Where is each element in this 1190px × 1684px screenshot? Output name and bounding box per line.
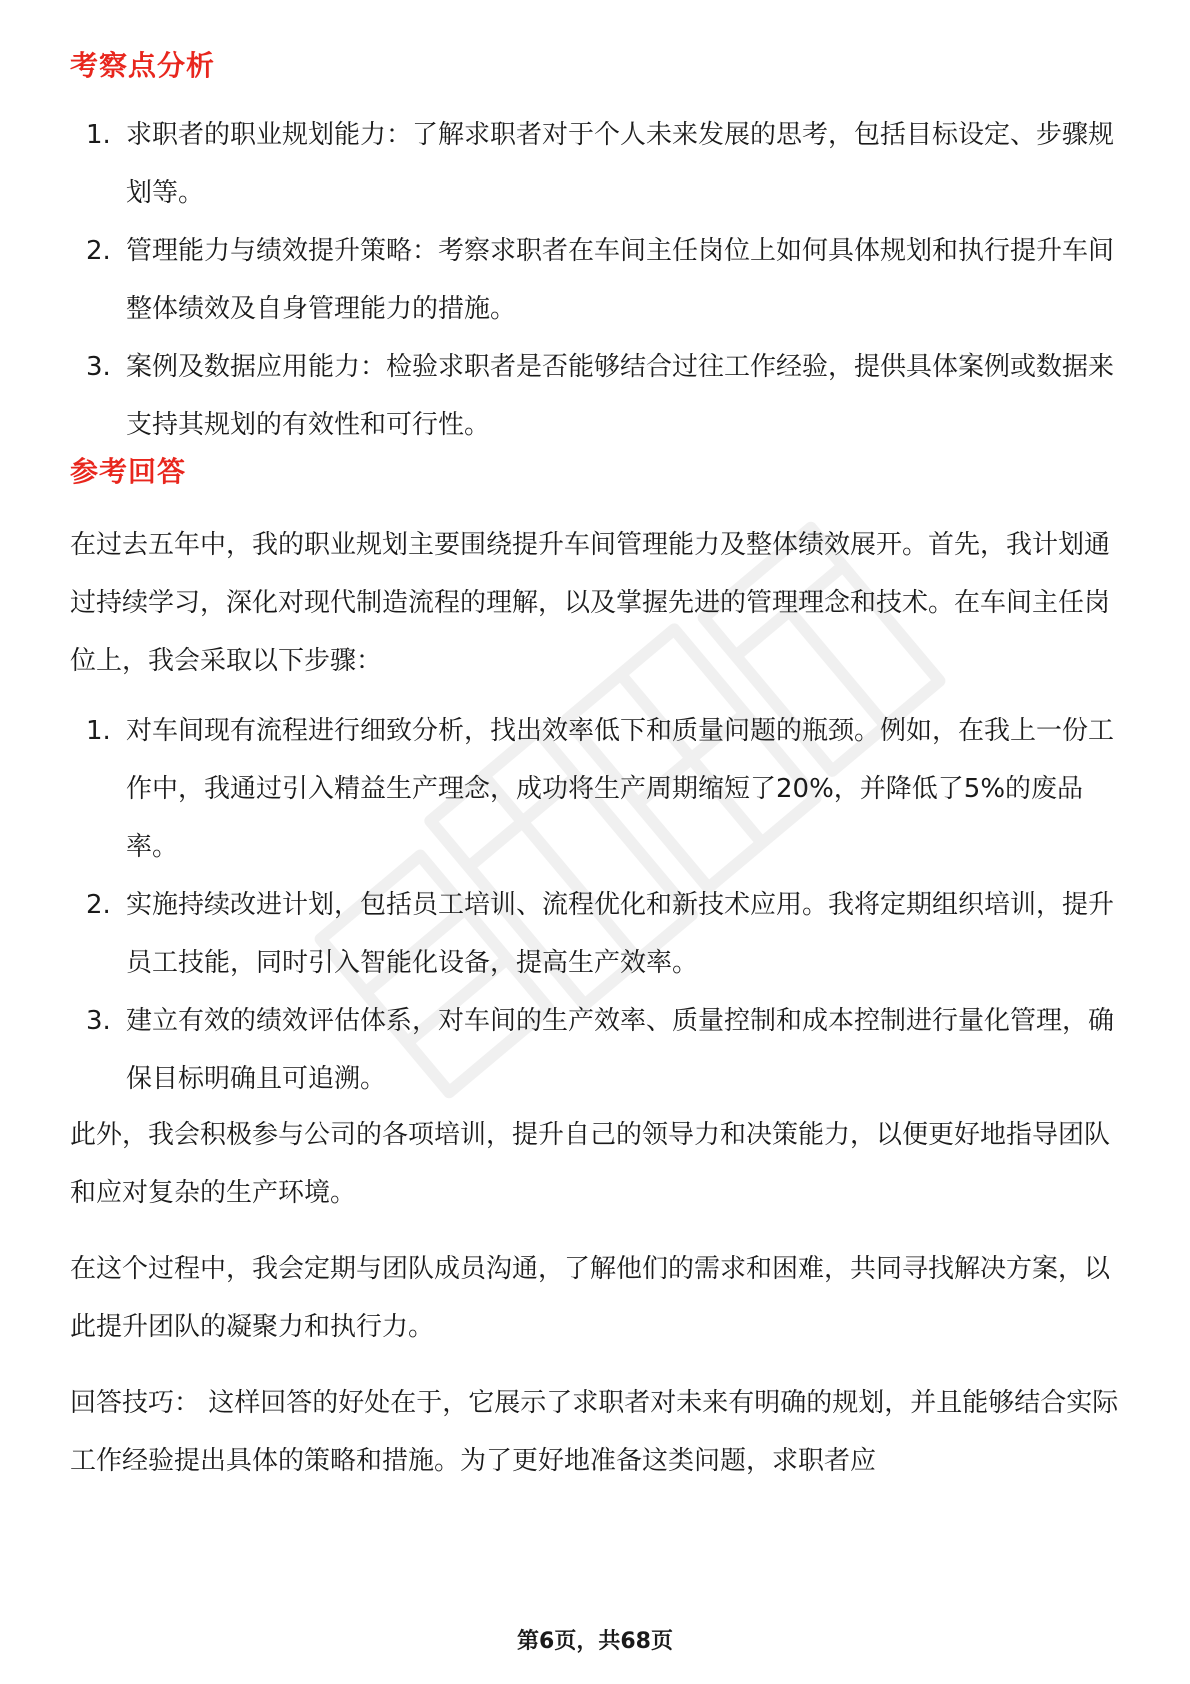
list-item <box>78 992 1128 1108</box>
list-number: 1. <box>86 120 111 150</box>
page-footer-number: 第6页，共68页 <box>517 1629 673 1654</box>
answer-paragraph-2: 此外，我会积极参与公司的各项培训，提升自己的领导力和决策能力，以便更好地指导团队和应对复杂的生产环境。 <box>70 1120 1111 1208</box>
analysis-list <box>78 106 1128 454</box>
answer-steps-list <box>78 702 1128 1108</box>
list-item <box>78 106 1128 222</box>
answer-paragraph-3: 在这个过程中，我会定期与团队成员沟通，了解他们的需求和困难，共同寻找解决方案，以此提升团队的凝聚力和执行力。 <box>70 1254 1111 1342</box>
answer-intro-paragraph: 在过去五年中，我的职业规划主要围绕提升车间管理能力及整体绩效展开。首先，我计划通过持续学习，深化对现代制造流程的理解，以及掌握先进的管理理念和技术。在车间主任岗位上，我会采取以下步骤： <box>70 530 1111 676</box>
list-number: 3. <box>86 1006 111 1036</box>
list-number: 3. <box>86 352 111 382</box>
list-item <box>78 702 1128 876</box>
list-item <box>78 222 1128 338</box>
answer-tips-paragraph: 回答技巧： 这样回答的好处在于，它展示了求职者对未来有明确的规划，并且能够结合实际工作经验提出具体的策略和措施。为了更好地准备这类问题，求职者应 <box>70 1388 1119 1476</box>
list-item-text: 对车间现有流程进行细致分析，找出效率低下和质量问题的瓶颈。例如，在我上一份工作中，我通过引入精益生产理念，成功将生产周期缩短了20%，并降低了5%的废品率。 <box>126 716 1115 862</box>
section-heading-analysis: 考察点分析 <box>70 49 216 82</box>
list-item-text: 管理能力与绩效提升策略：考察求职者在车间主任岗位上如何具体规划和执行提升车间整体绩效及自身管理能力的措施。 <box>126 236 1115 324</box>
list-number: 1. <box>86 716 111 746</box>
list-item <box>78 338 1128 454</box>
list-item-text: 求职者的职业规划能力：了解求职者对于个人未来发展的思考，包括目标设定、步骤规划等。 <box>126 120 1115 208</box>
section-heading-reference-answer: 参考回答 <box>70 455 187 488</box>
list-item-text: 案例及数据应用能力：检验求职者是否能够结合过往工作经验，提供具体案例或数据来支持其规划的有效性和可行性。 <box>126 352 1115 440</box>
list-number: 2. <box>86 236 111 266</box>
list-item <box>78 876 1128 992</box>
list-item-text: 建立有效的绩效评估体系，对车间的生产效率、质量控制和成本控制进行量化管理，确保目标明确且可追溯。 <box>126 1006 1115 1094</box>
list-item-text: 实施持续改进计划，包括员工培训、流程优化和新技术应用。我将定期组织培训，提升员工技能，同时引入智能化设备，提高生产效率。 <box>126 890 1115 978</box>
list-number: 2. <box>86 890 111 920</box>
